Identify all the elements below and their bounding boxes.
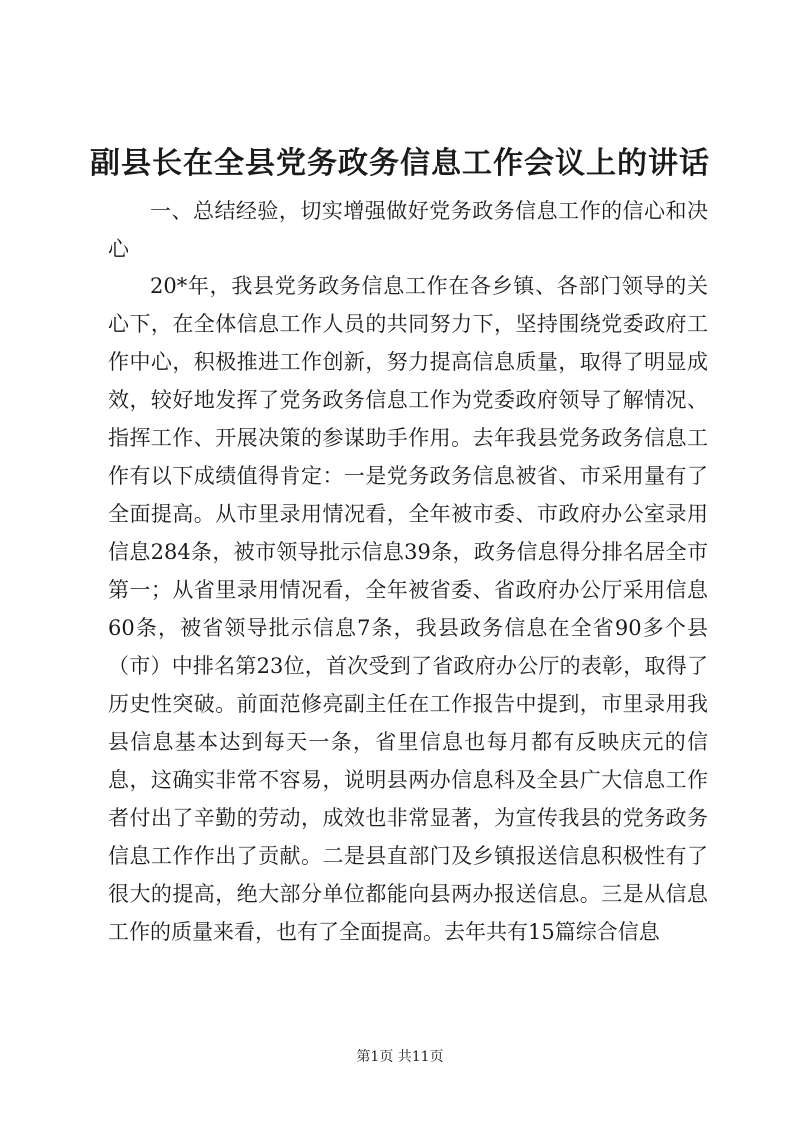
body-paragraph: 20*年，我县党务政务信息工作在各乡镇、各部门领导的关心下，在全体信息工作人员的共同努力下，坚持围绕党委政府工作中心，积极推进工作创新，努力提高信息质量，取得了明显成效，较好地发挥了党务政务信息工作为党委政府领导了解情况、指挥工作、开展决策的参谋助手作用。去年我县党务政务信息工作有以下成绩值得肯定：一是党务政务信息被省、市采用量有了全面提高。从市里录用情况看，全年被市委、市政府办公室录用信息284条，被市领导批示信息39条，政务信息得分排名居全市第一；从省里录用情况看，全年被省委、省政府办公厅采用信息60条，被省领导批示信息7条，我县政务信息在全省90多个县（市）中排名第23位，首次受到了省政府办公厅的表彰，取得了历史性突破。前面范修亮副主任在工作报告中提到，市里录用我县信息基本达到每天一条，省里信息也每月都有反映庆元的信息，这确实非常不容易，说明县两办信息科及全县广大信息工作者付出了辛勤的劳动，成效也非常显著，为宣传我县的党务政务信息工作作出了贡献。二是县直部门及乡镇报送信息积极性有了很大的提高，绝大部分单位都能向县两办报送信息。三是从信息工作的质量来看，也有了全面提高。去年共有15篇综合信息 xyxy=(108,274,708,944)
page-number-footer: 第1页 共11页 xyxy=(356,1049,444,1065)
section-heading: 一、总结经验，切实增强做好党务政务信息工作的信心和决心 xyxy=(108,199,708,261)
document-title: 副县长在全县党务政务信息工作会议上的讲话 xyxy=(90,146,710,181)
